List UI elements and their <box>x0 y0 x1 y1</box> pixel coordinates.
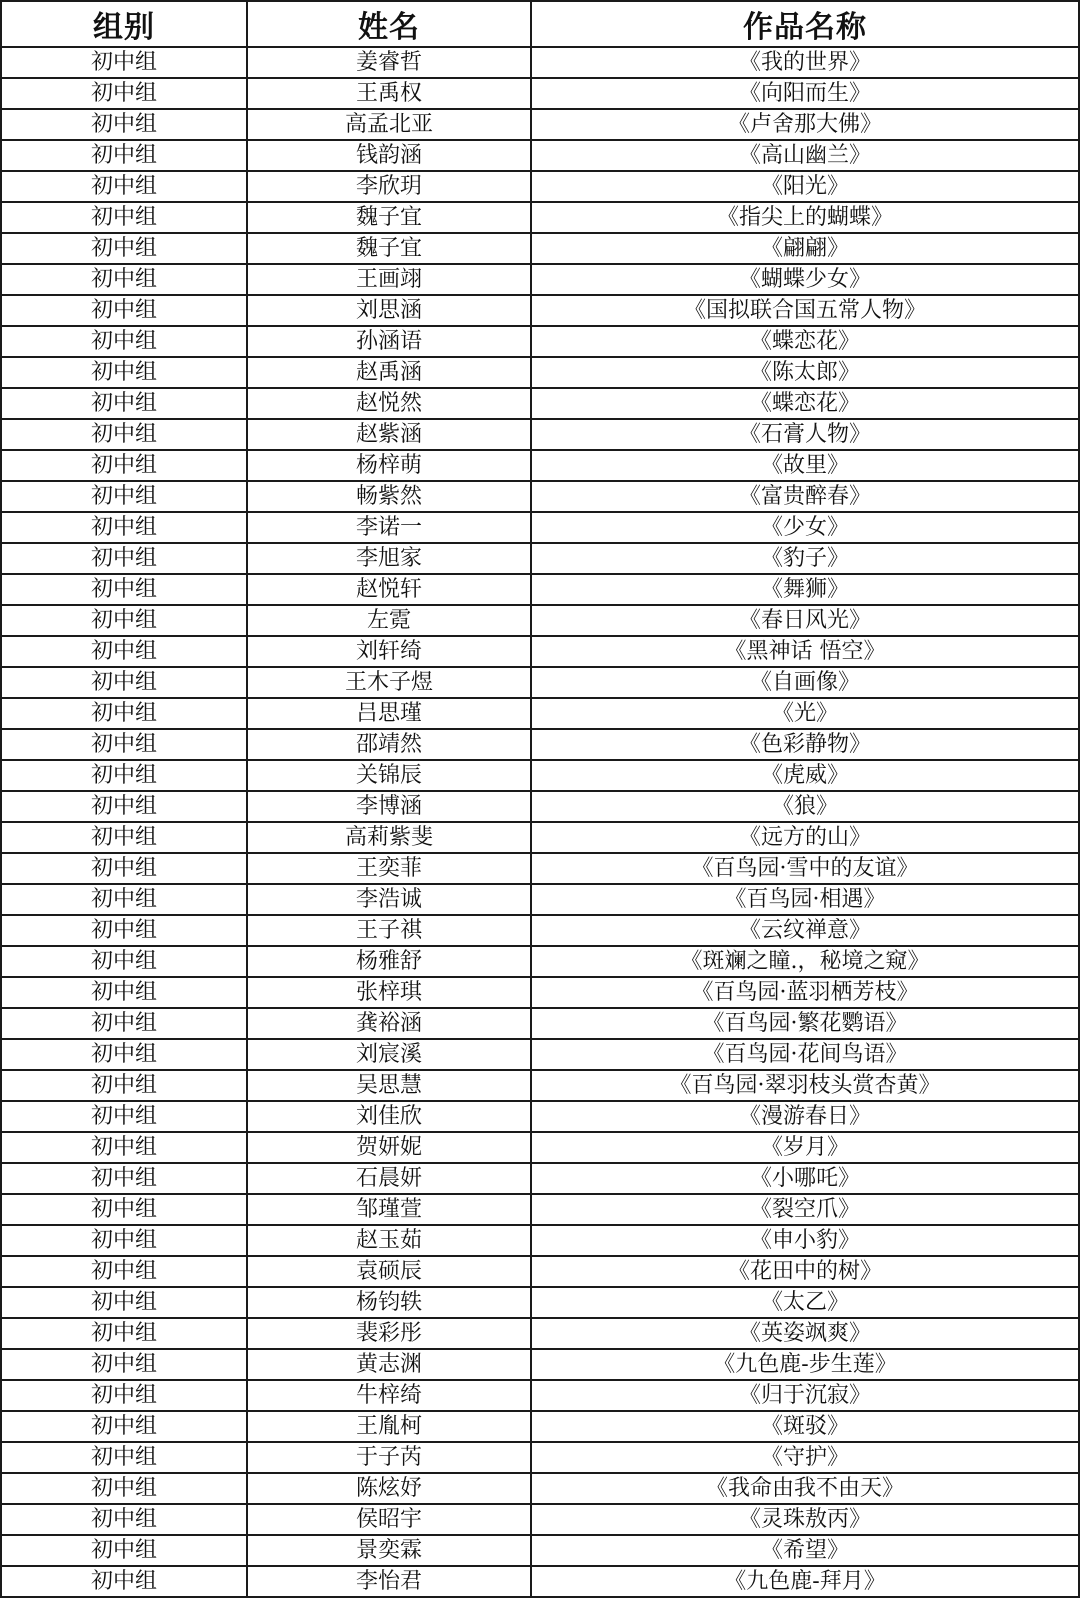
table-row <box>1 1008 1079 1039</box>
cell-group: 初中组 <box>1 1008 247 1039</box>
cell-group: 初中组 <box>1 264 247 295</box>
cell-name: 魏子宜 <box>247 233 531 264</box>
table-row <box>1 853 1079 884</box>
table-row <box>1 915 1079 946</box>
table-row <box>1 760 1079 791</box>
table-row <box>1 202 1079 233</box>
cell-group: 初中组 <box>1 450 247 481</box>
cell-name: 王奕菲 <box>247 853 531 884</box>
cell-name: 杨梓萌 <box>247 450 531 481</box>
table-row <box>1 233 1079 264</box>
table-row <box>1 1411 1079 1442</box>
cell-group: 初中组 <box>1 481 247 512</box>
table-row <box>1 605 1079 636</box>
cell-name: 高莉紫斐 <box>247 822 531 853</box>
cell-title: 《高山幽兰》 <box>531 140 1079 171</box>
table-header <box>1 1 1079 47</box>
cell-group: 初中组 <box>1 295 247 326</box>
cell-title: 《少女》 <box>531 512 1079 543</box>
cell-name: 杨钧轶 <box>247 1287 531 1318</box>
table-row <box>1 884 1079 915</box>
cell-name: 左霓 <box>247 605 531 636</box>
cell-title: 《小哪吒》 <box>531 1163 1079 1194</box>
cell-name: 王画翊 <box>247 264 531 295</box>
cell-group: 初中组 <box>1 1380 247 1411</box>
cell-name: 黄志渊 <box>247 1349 531 1380</box>
cell-name: 李怡君 <box>247 1566 531 1597</box>
cell-group: 初中组 <box>1 667 247 698</box>
table-row <box>1 1473 1079 1504</box>
table-row <box>1 1225 1079 1256</box>
cell-group: 初中组 <box>1 1442 247 1473</box>
cell-name: 李欣玥 <box>247 171 531 202</box>
cell-group: 初中组 <box>1 1287 247 1318</box>
cell-name: 龚裕涵 <box>247 1008 531 1039</box>
cell-group: 初中组 <box>1 1504 247 1535</box>
header-group: 组别 <box>1 1 247 47</box>
cell-name: 陈炫妤 <box>247 1473 531 1504</box>
cell-group: 初中组 <box>1 698 247 729</box>
cell-name: 袁硕辰 <box>247 1256 531 1287</box>
cell-name: 王胤柯 <box>247 1411 531 1442</box>
cell-group: 初中组 <box>1 1101 247 1132</box>
cell-group: 初中组 <box>1 109 247 140</box>
cell-name: 李诺一 <box>247 512 531 543</box>
cell-title: 《蝶恋花》 <box>531 388 1079 419</box>
cell-title: 《九色鹿-拜月》 <box>531 1566 1079 1597</box>
table-row <box>1 171 1079 202</box>
cell-title: 《卢舍那大佛》 <box>531 109 1079 140</box>
cell-title: 《云纹禅意》 <box>531 915 1079 946</box>
table-row <box>1 977 1079 1008</box>
cell-title: 《太乙》 <box>531 1287 1079 1318</box>
cell-group: 初中组 <box>1 1411 247 1442</box>
table-row <box>1 295 1079 326</box>
cell-group: 初中组 <box>1 543 247 574</box>
cell-group: 初中组 <box>1 977 247 1008</box>
cell-title: 《百鸟园·繁花鹦语》 <box>531 1008 1079 1039</box>
table-row <box>1 1566 1079 1597</box>
cell-name: 王木子煜 <box>247 667 531 698</box>
cell-title: 《黑神话 悟空》 <box>531 636 1079 667</box>
table-row <box>1 1442 1079 1473</box>
header-title: 作品名称 <box>531 1 1079 47</box>
cell-title: 《归于沉寂》 <box>531 1380 1079 1411</box>
cell-group: 初中组 <box>1 729 247 760</box>
cell-group: 初中组 <box>1 1194 247 1225</box>
cell-title: 《春日风光》 <box>531 605 1079 636</box>
cell-group: 初中组 <box>1 326 247 357</box>
cell-title: 《远方的山》 <box>531 822 1079 853</box>
cell-name: 关锦辰 <box>247 760 531 791</box>
cell-title: 《我命由我不由天》 <box>531 1473 1079 1504</box>
cell-title: 《裂空爪》 <box>531 1194 1079 1225</box>
table-row <box>1 822 1079 853</box>
cell-group: 初中组 <box>1 822 247 853</box>
cell-title: 《我的世界》 <box>531 47 1079 78</box>
cell-name: 贺妍妮 <box>247 1132 531 1163</box>
table-row <box>1 1380 1079 1411</box>
cell-name: 于子芮 <box>247 1442 531 1473</box>
cell-group: 初中组 <box>1 946 247 977</box>
table-row <box>1 512 1079 543</box>
cell-name: 赵紫涵 <box>247 419 531 450</box>
cell-title: 《希望》 <box>531 1535 1079 1566</box>
cell-name: 李浩诚 <box>247 884 531 915</box>
table-row <box>1 543 1079 574</box>
header-name: 姓名 <box>247 1 531 47</box>
cell-title: 《富贵醉春》 <box>531 481 1079 512</box>
cell-title: 《蝶恋花》 <box>531 326 1079 357</box>
cell-title: 《蝴蝶少女》 <box>531 264 1079 295</box>
cell-group: 初中组 <box>1 512 247 543</box>
table-row <box>1 450 1079 481</box>
cell-title: 《虎威》 <box>531 760 1079 791</box>
cell-title: 《百鸟园·雪中的友谊》 <box>531 853 1079 884</box>
cell-title: 《翩翩》 <box>531 233 1079 264</box>
cell-name: 刘佳欣 <box>247 1101 531 1132</box>
cell-name: 赵禹涵 <box>247 357 531 388</box>
table-row <box>1 1101 1079 1132</box>
cell-name: 牛梓绮 <box>247 1380 531 1411</box>
cell-title: 《陈太郎》 <box>531 357 1079 388</box>
table-row <box>1 388 1079 419</box>
cell-group: 初中组 <box>1 1132 247 1163</box>
cell-title: 《色彩静物》 <box>531 729 1079 760</box>
table-row <box>1 1132 1079 1163</box>
cell-title: 《自画像》 <box>531 667 1079 698</box>
cell-group: 初中组 <box>1 419 247 450</box>
table-row <box>1 1039 1079 1070</box>
cell-name: 邹瑾萱 <box>247 1194 531 1225</box>
cell-name: 高孟北亚 <box>247 109 531 140</box>
table-row <box>1 946 1079 977</box>
cell-title: 《石膏人物》 <box>531 419 1079 450</box>
cell-name: 石晨妍 <box>247 1163 531 1194</box>
table-row <box>1 140 1079 171</box>
table-row <box>1 1163 1079 1194</box>
cell-title: 《花田中的树》 <box>531 1256 1079 1287</box>
cell-title: 《阳光》 <box>531 171 1079 202</box>
table-row <box>1 1349 1079 1380</box>
cell-title: 《舞狮》 <box>531 574 1079 605</box>
cell-title: 《指尖上的蝴蝶》 <box>531 202 1079 233</box>
cell-group: 初中组 <box>1 636 247 667</box>
cell-title: 《百鸟园·相遇》 <box>531 884 1079 915</box>
cell-name: 魏子宜 <box>247 202 531 233</box>
cell-name: 姜睿哲 <box>247 47 531 78</box>
table-row <box>1 1535 1079 1566</box>
cell-group: 初中组 <box>1 202 247 233</box>
cell-name: 吴思慧 <box>247 1070 531 1101</box>
cell-group: 初中组 <box>1 357 247 388</box>
cell-title: 《光》 <box>531 698 1079 729</box>
cell-title: 《灵珠敖丙》 <box>531 1504 1079 1535</box>
table-row <box>1 1194 1079 1225</box>
cell-title: 《斑驳》 <box>531 1411 1079 1442</box>
cell-name: 王禹权 <box>247 78 531 109</box>
table-row <box>1 326 1079 357</box>
cell-title: 《九色鹿-步生莲》 <box>531 1349 1079 1380</box>
table-row <box>1 78 1079 109</box>
table-row <box>1 729 1079 760</box>
cell-title: 《漫游春日》 <box>531 1101 1079 1132</box>
cell-name: 赵玉茹 <box>247 1225 531 1256</box>
cell-group: 初中组 <box>1 388 247 419</box>
cell-name: 吕思瑾 <box>247 698 531 729</box>
table-row <box>1 47 1079 78</box>
cell-group: 初中组 <box>1 1473 247 1504</box>
cell-name: 赵悦然 <box>247 388 531 419</box>
cell-group: 初中组 <box>1 574 247 605</box>
cell-group: 初中组 <box>1 171 247 202</box>
cell-group: 初中组 <box>1 1566 247 1597</box>
cell-name: 刘思涵 <box>247 295 531 326</box>
cell-group: 初中组 <box>1 1070 247 1101</box>
cell-group: 初中组 <box>1 47 247 78</box>
table-row <box>1 264 1079 295</box>
cell-title: 《豹子》 <box>531 543 1079 574</box>
cell-group: 初中组 <box>1 605 247 636</box>
cell-title: 《百鸟园·花间鸟语》 <box>531 1039 1079 1070</box>
cell-name: 李博涵 <box>247 791 531 822</box>
table-row <box>1 698 1079 729</box>
cell-group: 初中组 <box>1 1039 247 1070</box>
cell-name: 李旭家 <box>247 543 531 574</box>
table-row <box>1 667 1079 698</box>
cell-title: 《故里》 <box>531 450 1079 481</box>
table-row <box>1 1504 1079 1535</box>
cell-name: 孙涵语 <box>247 326 531 357</box>
cell-name: 邵靖然 <box>247 729 531 760</box>
cell-name: 刘宸溪 <box>247 1039 531 1070</box>
cell-title: 《百鸟园·蓝羽栖芳枝》 <box>531 977 1079 1008</box>
cell-name: 畅紫然 <box>247 481 531 512</box>
header-row <box>1 1 1079 47</box>
cell-group: 初中组 <box>1 853 247 884</box>
cell-title: 《岁月》 <box>531 1132 1079 1163</box>
cell-title: 《狼》 <box>531 791 1079 822</box>
cell-group: 初中组 <box>1 1225 247 1256</box>
table-row <box>1 357 1079 388</box>
cell-group: 初中组 <box>1 1349 247 1380</box>
cell-title: 《百鸟园·翠羽枝头赏杏黄》 <box>531 1070 1079 1101</box>
cell-group: 初中组 <box>1 791 247 822</box>
cell-name: 刘轩绮 <box>247 636 531 667</box>
cell-title: 《斑斓之瞳.，秘境之窥》 <box>531 946 1079 977</box>
cell-group: 初中组 <box>1 140 247 171</box>
cell-name: 侯昭宇 <box>247 1504 531 1535</box>
table-row <box>1 636 1079 667</box>
cell-group: 初中组 <box>1 1163 247 1194</box>
cell-group: 初中组 <box>1 233 247 264</box>
cell-group: 初中组 <box>1 884 247 915</box>
table-body <box>1 47 1079 1597</box>
cell-title: 《英姿飒爽》 <box>531 1318 1079 1349</box>
table-row <box>1 791 1079 822</box>
table-row <box>1 481 1079 512</box>
cell-name: 钱韵涵 <box>247 140 531 171</box>
table-row <box>1 109 1079 140</box>
cell-group: 初中组 <box>1 915 247 946</box>
cell-name: 杨雅舒 <box>247 946 531 977</box>
table-row <box>1 419 1079 450</box>
cell-name: 张梓琪 <box>247 977 531 1008</box>
cell-name: 景奕霖 <box>247 1535 531 1566</box>
table-row <box>1 1287 1079 1318</box>
table-row <box>1 1256 1079 1287</box>
cell-group: 初中组 <box>1 1318 247 1349</box>
cell-title: 《向阳而生》 <box>531 78 1079 109</box>
table-row <box>1 1070 1079 1101</box>
table-row <box>1 574 1079 605</box>
cell-group: 初中组 <box>1 1256 247 1287</box>
table-row <box>1 1318 1079 1349</box>
cell-title: 《守护》 <box>531 1442 1079 1473</box>
cell-group: 初中组 <box>1 760 247 791</box>
cell-title: 《国拟联合国五常人物》 <box>531 295 1079 326</box>
cell-name: 裴彩彤 <box>247 1318 531 1349</box>
cell-name: 赵悦轩 <box>247 574 531 605</box>
cell-group: 初中组 <box>1 78 247 109</box>
cell-title: 《申小豹》 <box>531 1225 1079 1256</box>
cell-name: 王子祺 <box>247 915 531 946</box>
cell-group: 初中组 <box>1 1535 247 1566</box>
